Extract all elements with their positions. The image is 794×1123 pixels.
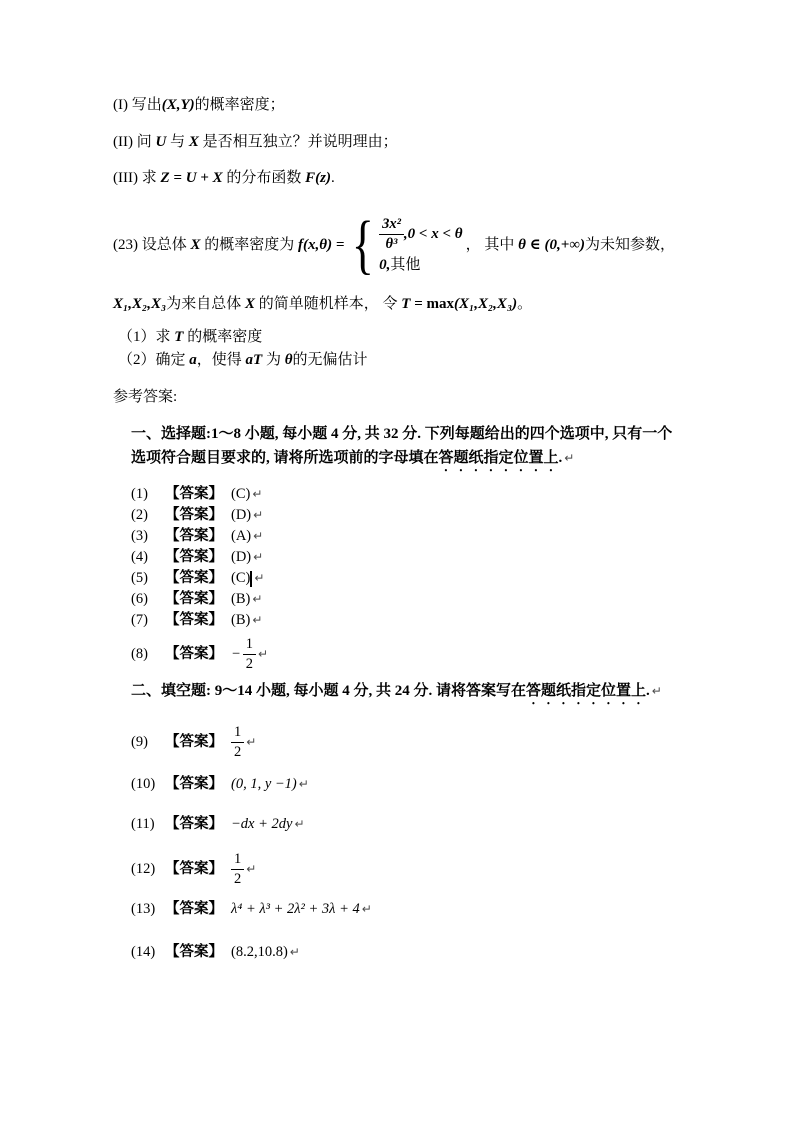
answer-row-9 [131, 721, 685, 763]
piecewise-cases [379, 216, 463, 275]
text-run: 一、选择题:1～8 小题, 每小题 4 分, 共 32 分. 下列每题给出的四个选项中, 只有一个选项符合题目要求的, 请将所选项前的字母填在 [131, 426, 673, 466]
answer-row-11 [131, 812, 685, 836]
answer-label: 【答案】 [165, 591, 223, 607]
answer-row-2 [131, 505, 685, 526]
answer-label: 【答案】 [165, 900, 223, 917]
answer-number: (11) [131, 815, 155, 832]
text-run: 二、填空题: 9～14 小题, 每小题 4 分, 共 24 分. 请将答案写在 [131, 683, 526, 699]
answer-label: 【答案】 [165, 733, 223, 750]
answer-label: 【答案】 [165, 549, 223, 565]
text-run: 的分布函数 [222, 170, 306, 186]
paragraph-return-mark: ↵ [252, 613, 263, 627]
answer-row-1 [131, 484, 685, 505]
answer-value: (C) [231, 486, 251, 502]
text-run: 的无偏估计 [292, 352, 368, 368]
reference-answers-title [113, 388, 685, 407]
text-run: (X,Y) [161, 97, 195, 113]
text-run: 参考答案: [113, 389, 178, 405]
fraction-denominator: 2 [234, 870, 242, 887]
fraction-numerator: 3x² [379, 216, 404, 235]
question-23-sub1 [118, 328, 685, 347]
text-run: Z = U + X [160, 170, 223, 186]
text-run: ，使得 [196, 352, 246, 368]
text-run: (X₁,X₂,X₃) [453, 296, 518, 312]
answer-value: (D) [231, 507, 252, 523]
text-run: max [426, 296, 454, 312]
question-22-part3 [113, 169, 685, 188]
text-run: θ [284, 352, 293, 368]
fraction-numerator: 1 [231, 851, 244, 870]
paragraph-return-mark: ↵ [252, 592, 263, 606]
answer-value: (D) [231, 549, 252, 565]
text-run: (I) 写出 [113, 97, 162, 113]
piecewise-case-2 [379, 256, 463, 275]
fill-section-heading [131, 679, 685, 708]
answer-row-7 [131, 610, 685, 631]
text-run: aT [245, 352, 263, 368]
paragraph-return-mark: ↵ [253, 508, 264, 522]
text-run: X [190, 236, 201, 253]
answer-row-6 [131, 589, 685, 610]
question-23-sample-line [113, 295, 685, 314]
text-run: 设总体 [141, 236, 191, 253]
text-cursor [250, 571, 252, 587]
answer-value: −dx + 2dy [231, 815, 293, 832]
answer-number: (10) [131, 775, 156, 792]
question-23-sub2 [118, 351, 685, 370]
piecewise-case-1 [379, 216, 463, 253]
text-run: 答题纸指定位置上 [526, 683, 647, 699]
paragraph-return-mark: ↵ [246, 861, 257, 876]
choice-section-heading [131, 422, 685, 475]
answer-number: (4) [131, 549, 148, 565]
fraction [231, 851, 244, 888]
paragraph-return-mark: ↵ [564, 451, 575, 465]
text-run: 的概率密度 [183, 329, 263, 345]
answer-number: (13) [131, 900, 156, 917]
answer-label: 【答案】 [165, 486, 223, 502]
text-run: f(x,θ) = [298, 236, 345, 253]
answer-number: (12) [131, 860, 156, 877]
left-brace-glyph: { [352, 208, 375, 281]
answer-label: 【答案】 [165, 815, 223, 832]
answer-label: 【答案】 [165, 645, 223, 662]
paragraph-return-mark: ↵ [252, 487, 263, 501]
fraction [231, 724, 244, 761]
text-run: 为 [262, 352, 285, 368]
answer-number: (9) [131, 733, 148, 750]
question-22-part2 [113, 133, 685, 152]
fraction-numerator: 1 [231, 724, 244, 743]
text-run: 的概率密度为 [200, 236, 299, 253]
question-22-part1 [113, 96, 685, 115]
text-run: X [188, 134, 199, 150]
answer-number: (3) [131, 528, 148, 544]
answer-label: 【答案】 [165, 612, 223, 628]
text-run: 为未知参数， [584, 236, 675, 253]
answer-label: 【答案】 [165, 860, 223, 877]
case-condition: ,0 < x < θ [403, 225, 463, 242]
answer-row-10 [131, 772, 685, 796]
text-run: (23) [113, 236, 142, 253]
document-content [113, 96, 685, 964]
fraction-denominator: 2 [245, 655, 254, 672]
answer-value: (A) [231, 528, 252, 544]
paragraph-return-mark: ↵ [651, 684, 662, 698]
answer-row-14 [131, 940, 685, 964]
answer-value: (B) [231, 612, 251, 628]
question-23-lead [113, 236, 344, 255]
text-run: (III) 求 [113, 170, 161, 186]
text-run: T [174, 329, 184, 345]
text-run: 的概率密度； [194, 97, 285, 113]
fraction-denominator: 2 [234, 743, 242, 760]
answer-value: (C) [231, 570, 251, 586]
text-run: T = [401, 296, 427, 312]
text-run: （2）确定 [118, 352, 190, 368]
text-run: 为来自总体 [166, 296, 245, 312]
question-23-line [113, 204, 685, 286]
text-run: . [646, 683, 650, 699]
answer-row-12 [131, 848, 685, 890]
text-run: 与 [166, 134, 189, 150]
answer-label: 【答案】 [165, 528, 223, 544]
text-run: X₁,X₂,X₃ [113, 296, 167, 312]
text-run: X [244, 296, 255, 312]
fraction-denominator: θ³ [385, 235, 398, 252]
paragraph-return-mark: ↵ [246, 734, 257, 749]
answer-number: (1) [131, 486, 148, 502]
answer-row-8 [131, 633, 685, 675]
paragraph-return-mark: ↵ [294, 816, 305, 831]
answer-number: (8) [131, 645, 148, 662]
paragraph-return-mark: ↵ [361, 901, 372, 916]
text-run: 其他 [390, 256, 421, 273]
answer-value: (0, 1, y −1) [231, 775, 297, 792]
text-run: 是否相互独立？并说明理由； [198, 134, 398, 150]
answer-label: 【答案】 [165, 570, 223, 586]
text-run: （1）求 [118, 329, 175, 345]
fraction [243, 636, 256, 673]
answer-value: λ⁴ + λ³ + 2λ² + 3λ + 4 [231, 900, 360, 917]
answer-number: (7) [131, 612, 148, 628]
minus-sign: − [231, 645, 241, 662]
fraction-numerator: 1 [243, 636, 256, 655]
text-run: 0, [379, 256, 391, 273]
answer-row-3 [131, 526, 685, 547]
answer-value: (B) [231, 591, 251, 607]
text-run: . [330, 170, 335, 186]
paragraph-return-mark: ↵ [253, 529, 264, 543]
answer-label: 【答案】 [165, 775, 223, 792]
answer-value: (8.2,10.8) [231, 943, 288, 960]
answer-row-4 [131, 547, 685, 568]
piecewise-function [347, 209, 462, 281]
answer-number: (2) [131, 507, 148, 523]
text-run: F(z) [305, 170, 331, 186]
fraction [379, 216, 404, 253]
answer-label: 【答案】 [165, 943, 223, 960]
text-run: a [189, 352, 197, 368]
answer-row-5 [131, 568, 685, 589]
answer-number: (6) [131, 591, 148, 607]
text-run: 。 [517, 296, 533, 312]
text-run: . [558, 450, 563, 466]
paragraph-return-mark: ↵ [289, 944, 300, 959]
text-run: θ ∈ (0,+∞) [518, 236, 585, 253]
text-run: (II) 问 [113, 134, 156, 150]
question-23-tail [466, 236, 675, 255]
text-run: 的简单随机样本， 令 [254, 296, 402, 312]
text-run: 答题纸指定位置上 [438, 450, 559, 466]
answer-row-13 [131, 897, 685, 921]
text-run: ， 其中 [465, 236, 519, 253]
answer-number: (14) [131, 943, 156, 960]
paragraph-return-mark: ↵ [254, 571, 265, 585]
paragraph-return-mark: ↵ [298, 776, 309, 791]
paragraph-return-mark: ↵ [253, 550, 264, 564]
answer-number: (5) [131, 570, 148, 586]
answer-label: 【答案】 [165, 507, 223, 523]
paragraph-return-mark: ↵ [258, 646, 269, 661]
text-run: U [155, 134, 167, 150]
